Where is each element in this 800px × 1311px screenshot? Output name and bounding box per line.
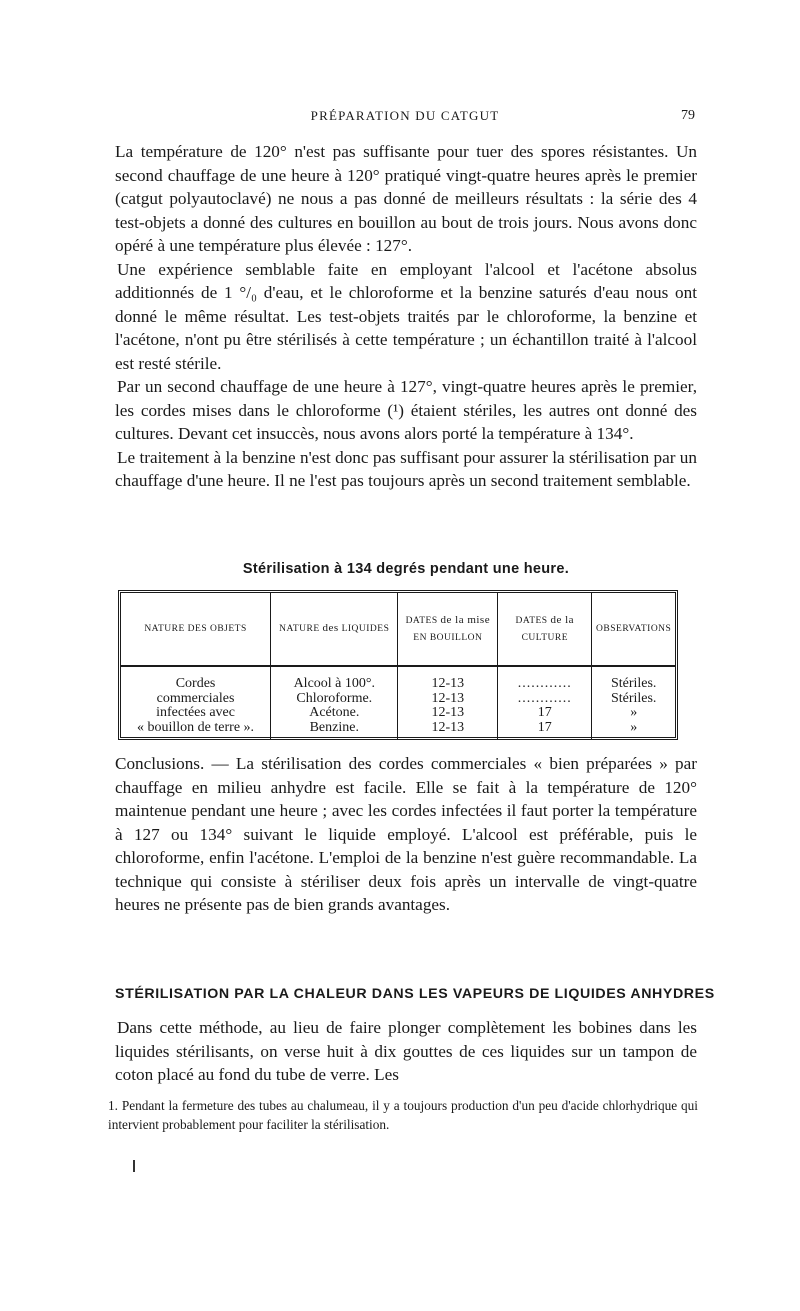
cell-objects: Cordes commerciales infectées avec « bouillon de terre ».: [121, 666, 271, 739]
header-dates-bouillon: DATES de la mise EN BOUILLON: [398, 593, 498, 666]
table-title: Stérilisation à 134 degrés pendant une heure.: [242, 561, 570, 577]
running-title: PRÉPARATION DU CATGUT: [310, 108, 500, 123]
paragraph: Par un second chauffage de une heure à 127°, vingt-quatre heures après le premier, les cordes mises dans le chloroforme (¹) étaient stériles, les autres ont donné des cultures. Devant cet insuccès, nous avons alors porté la température à 134°.: [115, 377, 697, 443]
cell-dates-bouillon: 12-13 12-13 12-13 12-13: [398, 666, 498, 739]
sterilization-table: [118, 590, 678, 740]
running-header: [115, 108, 695, 130]
conclusions-paragraph: Conclusions. — La stérilisation des cordes commerciales « bien préparées » par chauffage en milieu anhydre est facile. Elle se fait à la température de 120° maintenue pendant une heure ; avec les cordes infectées il faut porter la température à 127 ou 134° suivant le liquide employé. L'alcool est préférable, puis le chloroforme, enfin l'acétone. L'emploi de la benzine n'est guère recommandable. La technique qui consiste à stériliser deux fois après un intervalle de vingt-quatre heures ne présente pas de bien grands avantages.: [115, 754, 697, 914]
cell-liquids: Alcool à 100°. Chloroforme. Acétone. Benzine.: [271, 666, 398, 739]
header-observations: OBSERVATIONS: [592, 593, 675, 666]
body-text-block-3: [115, 1016, 697, 1087]
header-nature-liquides: NATURE des LIQUIDES: [271, 593, 398, 666]
paragraph: Dans cette méthode, au lieu de faire plonger complètement les bobines dans les liquides stérilisants, on verse huit à dix gouttes de ces liquides sur un tampon de coton placé au fond du tube de verre. Les: [115, 1018, 697, 1084]
print-mark: [133, 1160, 135, 1172]
paragraph: Une expérience semblable faite en employant l'alcool et l'acétone absolus additionnés de 1 °/₀ d'eau, et le chloroforme et la benzine saturés d'eau nous ont donné le même résultat. Les test-objets traités par le chloroforme, la benzine et l'acétone, n'ont pu être stérilisés à cette température ; un échantillon traité à l'alcool est resté stérile.: [115, 259, 697, 373]
paragraph: Le traitement à la benzine n'est donc pas suffisant pour assurer la stérilisation par un chauffage d'une heure. Il ne l'est pas toujours après un second traitement semblable.: [115, 447, 697, 490]
page-number: 79: [681, 108, 695, 123]
header-dates-culture: DATES de la CULTURE: [498, 593, 592, 666]
conclusions-block: [115, 752, 697, 917]
body-text-block-1: [115, 140, 697, 493]
section-heading: STÉRILISATION PAR LA CHALEUR DANS LES VAPEURS DE LIQUIDES ANHYDRES: [115, 986, 715, 1002]
footnote: [108, 1096, 698, 1134]
paragraph: La température de 120° n'est pas suffisante pour tuer des spores résistantes. Un second chauffage de une heure à 120° pratiqué vingt-quatre heures après le premier (catgut polyautoclavé) ne nous a pas donné de meilleurs résultats : la série des 4 test-objets a donné des cultures en bouillon au bout de trois jours. Nous avons donc opéré à une température plus élevée : 127°.: [115, 142, 697, 255]
header-nature-objets: NATURE DES OBJETS: [121, 593, 271, 666]
cell-observations: Stériles. Stériles. » »: [610, 676, 657, 735]
cell-dates-culture: ............ ............ 17 17: [498, 666, 592, 739]
footnote-text: 1. Pendant la fermeture des tubes au chalumeau, il y a toujours production d'un peu d'acide chlorhydrique qui intervient probablement pour faciliter la stérilisation.: [108, 1098, 698, 1132]
